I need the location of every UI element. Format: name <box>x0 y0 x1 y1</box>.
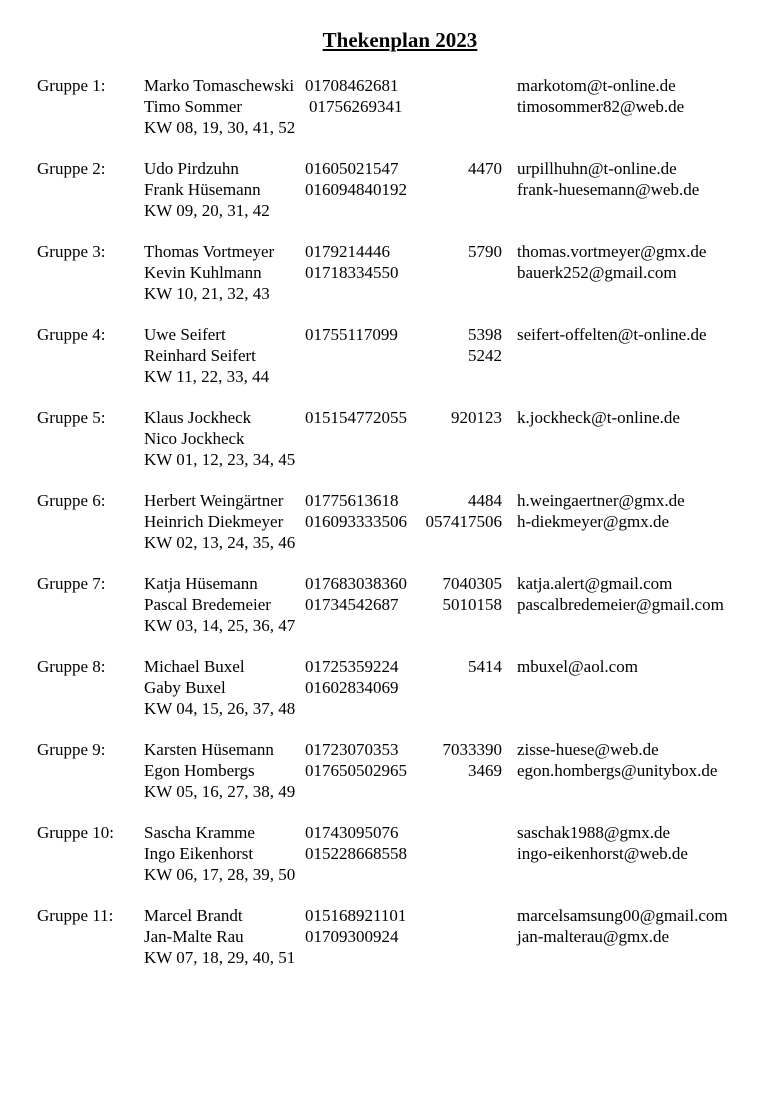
member-extension: 7040305 <box>442 574 502 593</box>
member-extension: 5010158 <box>442 595 502 614</box>
group-label: Gruppe 5: <box>37 408 106 427</box>
member-name: Timo Sommer <box>144 97 243 116</box>
group-label: Gruppe 6: <box>37 491 106 510</box>
calendar-weeks: KW 11, 22, 33, 44 <box>144 367 270 386</box>
member-mobile: 01723070353 <box>305 740 399 759</box>
group-label: Gruppe 1: <box>37 76 106 95</box>
member-name: Heinrich Diekmeyer <box>144 512 284 531</box>
member-mobile: 01725359224 <box>305 657 399 676</box>
calendar-weeks: KW 09, 20, 31, 42 <box>144 201 270 220</box>
member-mobile: 017650502965 <box>305 761 407 780</box>
member-name: Marko Tomaschewski <box>144 76 295 95</box>
member-mobile: 01708462681 <box>305 76 399 95</box>
calendar-weeks: KW 08, 19, 30, 41, 52 <box>144 118 296 137</box>
member-name: Karsten Hüsemann <box>144 740 274 759</box>
member-name: Marcel Brandt <box>144 906 243 925</box>
member-mobile: 01709300924 <box>305 927 399 946</box>
member-mobile: 01743095076 <box>305 823 399 842</box>
member-email: egon.hombergs@unitybox.de <box>517 761 718 780</box>
member-email: markotom@t-online.de <box>517 76 676 95</box>
member-email: mbuxel@aol.com <box>517 657 638 676</box>
member-email: seifert-offelten@t-online.de <box>517 325 707 344</box>
member-email: k.jockheck@t-online.de <box>517 408 680 427</box>
member-name: Udo Pirdzuhn <box>144 159 239 178</box>
calendar-weeks: KW 01, 12, 23, 34, 45 <box>144 450 296 469</box>
member-name: Katja Hüsemann <box>144 574 258 593</box>
member-mobile: 01602834069 <box>305 678 399 697</box>
calendar-weeks: KW 07, 18, 29, 40, 51 <box>144 948 296 967</box>
member-email: thomas.vortmeyer@gmx.de <box>517 242 707 261</box>
member-extension: 7033390 <box>442 740 502 759</box>
member-extension: 057417506 <box>425 512 502 531</box>
group-label: Gruppe 2: <box>37 159 106 178</box>
member-mobile: 015168921101 <box>305 906 407 925</box>
calendar-weeks: KW 02, 13, 24, 35, 46 <box>144 533 296 552</box>
member-extension: 5414 <box>468 657 502 676</box>
calendar-weeks: KW 06, 17, 28, 39, 50 <box>144 865 296 884</box>
member-name: Michael Buxel <box>144 657 245 676</box>
member-name: Jan-Malte Rau <box>144 927 244 946</box>
member-name: Nico Jockheck <box>144 429 245 448</box>
member-extension: 5790 <box>468 242 502 261</box>
member-mobile: 016093333506 <box>305 512 407 531</box>
member-extension: 5242 <box>468 346 502 365</box>
group-label: Gruppe 7: <box>37 574 106 593</box>
member-mobile: 01756269341 <box>309 97 403 116</box>
group-label: Gruppe 11: <box>37 906 114 925</box>
member-name: Gaby Buxel <box>144 678 226 697</box>
member-extension: 3469 <box>468 761 502 780</box>
member-mobile: 01755117099 <box>305 325 398 344</box>
member-name: Uwe Seifert <box>144 325 226 344</box>
group-label: Gruppe 8: <box>37 657 106 676</box>
member-email: pascalbredemeier@gmail.com <box>517 595 724 614</box>
calendar-weeks: KW 03, 14, 25, 36, 47 <box>144 616 296 635</box>
group-label: Gruppe 10: <box>37 823 114 842</box>
calendar-weeks: KW 04, 15, 26, 37, 48 <box>144 699 296 718</box>
member-email: saschak1988@gmx.de <box>517 823 671 842</box>
member-email: h.weingaertner@gmx.de <box>517 491 685 510</box>
member-name: Egon Hombergs <box>144 761 255 780</box>
member-extension: 920123 <box>451 408 502 427</box>
member-email: zisse-huese@web.de <box>517 740 659 759</box>
calendar-weeks: KW 10, 21, 32, 43 <box>144 284 270 303</box>
member-name: Frank Hüsemann <box>144 180 261 199</box>
member-name: Reinhard Seifert <box>144 346 256 365</box>
member-mobile: 01734542687 <box>305 595 399 614</box>
member-email: urpillhuhn@t-online.de <box>517 159 677 178</box>
member-mobile: 01605021547 <box>305 159 399 178</box>
member-extension: 5398 <box>468 325 502 344</box>
member-email: ingo-eikenhorst@web.de <box>517 844 688 863</box>
member-mobile: 0179214446 <box>305 242 390 261</box>
member-email: h-diekmeyer@gmx.de <box>517 512 670 531</box>
member-email: frank-huesemann@web.de <box>517 180 700 199</box>
member-name: Kevin Kuhlmann <box>144 263 262 282</box>
member-extension: 4484 <box>468 491 502 510</box>
member-name: Thomas Vortmeyer <box>144 242 275 261</box>
group-label: Gruppe 4: <box>37 325 106 344</box>
member-name: Sascha Kramme <box>144 823 255 842</box>
calendar-weeks: KW 05, 16, 27, 38, 49 <box>144 782 296 801</box>
member-mobile: 01718334550 <box>305 263 399 282</box>
member-name: Ingo Eikenhorst <box>144 844 254 863</box>
member-email: timosommer82@web.de <box>517 97 685 116</box>
member-extension: 4470 <box>468 159 502 178</box>
member-mobile: 01775613618 <box>305 491 399 510</box>
member-mobile: 015228668558 <box>305 844 407 863</box>
page-title: Thekenplan 2023 <box>322 28 478 52</box>
member-mobile: 016094840192 <box>305 180 407 199</box>
member-email: marcelsamsung00@gmail.com <box>517 906 728 925</box>
member-email: bauerk252@gmail.com <box>517 263 677 282</box>
group-label: Gruppe 3: <box>37 242 106 261</box>
group-label: Gruppe 9: <box>37 740 106 759</box>
member-email: katja.alert@gmail.com <box>517 574 673 593</box>
member-mobile: 017683038360 <box>305 574 407 593</box>
member-email: jan-malterau@gmx.de <box>517 927 670 946</box>
member-name: Klaus Jockheck <box>144 408 252 427</box>
member-name: Herbert Weingärtner <box>144 491 284 510</box>
member-mobile: 015154772055 <box>305 408 407 427</box>
member-name: Pascal Bredemeier <box>144 595 271 614</box>
